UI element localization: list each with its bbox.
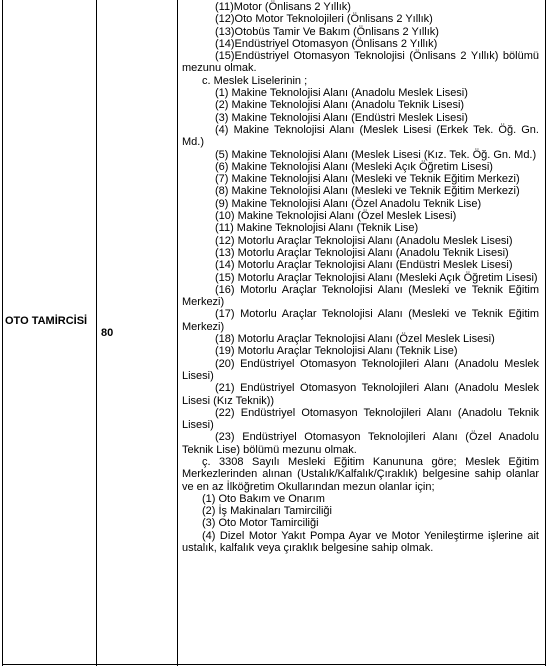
table-divider-2 bbox=[177, 0, 178, 666]
requirement-line: c. Meslek Liselerinin ; bbox=[202, 74, 308, 87]
requirement-line: (3) Oto Motor Tamirciliği bbox=[202, 517, 319, 530]
requirement-line: (19) Motorlu Araçlar Teknolojisi Alanı (Teknik Lise) bbox=[215, 345, 458, 358]
requirement-line: (15)Endüstriyel Otomasyon Teknolojisi (Önlisans 2 Yıllık) bölümü mezunu olmak. bbox=[182, 50, 539, 75]
requirement-line: (4) Makine Teknolojisi Alanı (Meslek Lisesi (Erkek Tek. Öğ. Gn. Md.) bbox=[182, 123, 539, 149]
requirement-line: ç. 3308 Sayılı Mesleki Eğitim Kanununa göre; Meslek Eğitim Merkezlerinden alınan (Ustalık/Kalfalık/Çıraklık) belgesine sahip olanlar ve en az İlköğretim Okullarından mezun olanlar için; bbox=[182, 455, 539, 493]
requirement-line: (11) Makine Teknolojisi Alanı (Teknik Lise) bbox=[215, 222, 419, 235]
requirement-line: (6) Makine Teknolojisi Alanı (Mesleki Açık Öğretim Lisesi) bbox=[215, 160, 493, 173]
table-divider-1 bbox=[96, 0, 97, 666]
requirements-cell bbox=[182, 1, 539, 554]
requirement-line: (14)Endüstriyel Otomasyon (Önlisans 2 Yıllık) bbox=[215, 37, 438, 50]
requirement-line: (17) Motorlu Araçlar Teknolojisi Alanı (Mesleki ve Teknik Eğitim Merkezi) bbox=[182, 308, 539, 333]
requirement-line: (3) Makine Teknolojisi Alanı (Endüstri Meslek Lisesi) bbox=[215, 111, 468, 124]
requirement-line: (1) Makine Teknolojisi Alanı (Anadolu Meslek Lisesi) bbox=[215, 87, 468, 100]
requirement-line: (20) Endüstriyel Otomasyon Teknolojileri Alanı (Anadolu Meslek Lisesi) bbox=[182, 357, 539, 382]
requirement-line: (10) Makine Teknolojisi Alanı (Özel Meslek Lisesi) bbox=[215, 210, 457, 223]
requirement-line: (11)Motor (Önlisans 2 Yıllık) bbox=[215, 1, 351, 13]
requirement-line: (2) Makine Teknolojisi Alanı (Anadolu Teknik Lisesi) bbox=[215, 99, 465, 112]
requirement-line: (12) Motorlu Araçlar Teknolojisi Alanı (Anadolu Meslek Lisesi) bbox=[215, 234, 513, 247]
requirement-line: (18) Motorlu Araçlar Teknolojisi Alanı (Özel Meslek Lisesi) bbox=[215, 333, 495, 346]
requirement-line: (13)Otobüs Tamir Ve Bakım (Önlisans 2 Yıllık) bbox=[215, 25, 439, 38]
requirement-line: (23) Endüstriyel Otomasyon Teknolojileri Alanı (Özel Anadolu Teknik Lise) bölümü mezunu olmak. bbox=[182, 431, 539, 456]
requirement-line: (7) Makine Teknolojisi Alanı (Mesleki ve Teknik Eğitim Merkezi) bbox=[215, 173, 520, 186]
requirement-line: (9) Makine Teknolojisi Alanı (Özel Anadolu Teknik Lise) bbox=[215, 197, 482, 210]
requirement-line: (13) Motorlu Araçlar Teknolojisi Alanı (Anadolu Teknik Lisesi) bbox=[215, 246, 509, 259]
requirement-line: (16) Motorlu Araçlar Teknolojisi Alanı (Mesleki ve Teknik Eğitim Merkezi) bbox=[182, 283, 539, 309]
table-border-left bbox=[2, 0, 3, 666]
requirement-line: (4) Dizel Motor Yakıt Pompa Ayar ve Motor Yenileştirme işlerine ait ustalık, kalfalık veya çıraklık belgesine sahip olmak. bbox=[182, 529, 539, 555]
table-border-right bbox=[545, 0, 546, 666]
requirement-line: (12)Oto Motor Teknolojileri (Önlisans 2 Yıllık) bbox=[215, 13, 433, 26]
job-title-cell: OTO TAMİRCİSİ bbox=[5, 315, 88, 327]
requirement-line: (2) İş Makinaları Tamirciliği bbox=[202, 505, 332, 518]
requirement-line: (8) Makine Teknolojisi Alanı (Mesleki ve Teknik Eğitim Merkezi) bbox=[215, 185, 520, 198]
requirement-line: (21) Endüstriyel Otomasyon Teknolojileri Alanı (Anadolu Meslek Lisesi (Kız Teknik)) bbox=[182, 382, 539, 407]
requirement-line: (5) Makine Teknolojisi Alanı (Meslek Lisesi (Kız. Tek. Öğ. Gn. Md.) bbox=[215, 148, 537, 161]
table-border-bottom bbox=[2, 664, 546, 665]
requirement-line: (15) Motorlu Araçlar Teknolojisi Alanı (Mesleki Açık Öğretim Lisesi) bbox=[215, 271, 538, 284]
requirement-line: (22) Endüstriyel Otomasyon Teknolojileri Alanı (Anadolu Teknik Lisesi) bbox=[182, 406, 539, 432]
requirement-line: (1) Oto Bakım ve Onarım bbox=[202, 492, 325, 505]
quota-cell: 80 bbox=[101, 327, 114, 339]
requirement-line: (14) Motorlu Araçlar Teknolojisi Alanı (Endüstri Meslek Lisesi) bbox=[215, 259, 513, 272]
